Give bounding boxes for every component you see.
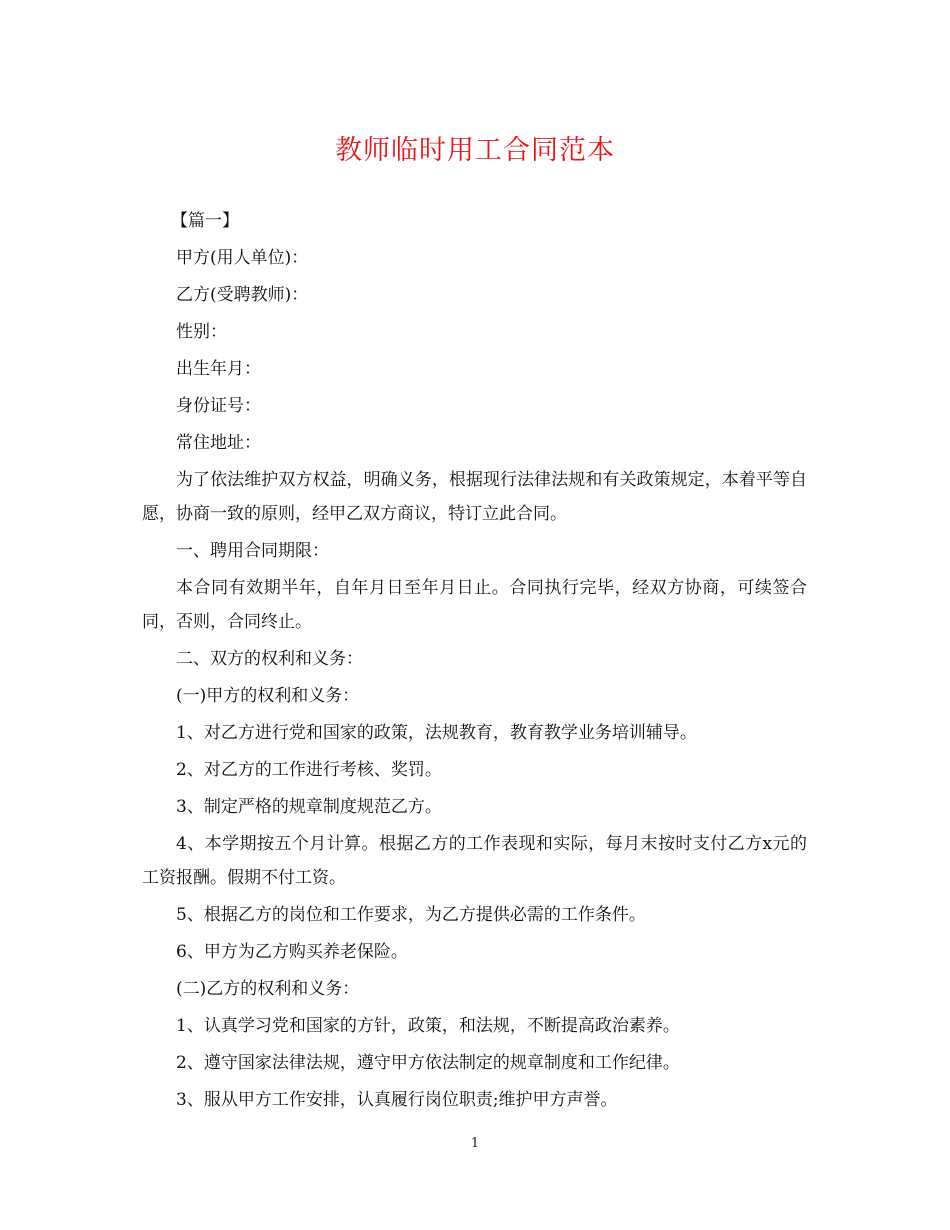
list-item: 5、根据乙方的岗位和工作要求，为乙方提供必需的工作条件。 [176,905,646,925]
section-heading-term: 一、聘用合同期限： [176,541,329,561]
term-paragraph: 本合同有效期半年，自年月日至年月日止。合同执行完毕，经双方协商，可续签合同，否则，合同终止。 [142,578,807,632]
list-item: 4、本学期按五个月计算。根据乙方的工作表现和实际，每月末按时支付乙方x元的工资报酬。假期不付工资。 [142,834,807,888]
document-body [142,204,807,1120]
list-item: 2、遵守国家法律法规，遵守甲方依法制定的规章制度和工作纪律。 [176,1053,680,1073]
list-item: 6、甲方为乙方购买养老保险。 [176,942,408,962]
field-gender: 性别： [176,322,227,342]
section-heading-rights: 二、双方的权利和义务： [176,649,363,669]
list-item: 3、服从甲方工作安排，认真履行岗位职责;维护甲方声誉。 [176,1090,618,1110]
preamble-paragraph: 为了依法维护双方权益，明确义务，根据现行法律法规和有关政策规定，本着平等自愿，协商一致的原则，经甲乙双方商议，特订立此合同。 [142,470,807,524]
field-party-b: 乙方(受聘教师)： [176,285,309,305]
section-tag: 【篇一】 [171,211,239,231]
field-address: 常住地址： [176,433,261,453]
subsection-heading-party-a: (一)甲方的权利和义务： [176,686,360,706]
page-number: 1 [470,1136,480,1151]
field-birth-date: 出生年月： [176,359,261,379]
list-item: 2、对乙方的工作进行考核、奖罚。 [176,760,442,780]
list-item: 1、认真学习党和国家的方针，政策，和法规，不断提高政治素养。 [176,1016,680,1036]
field-party-a: 甲方(用人单位)： [176,248,309,268]
list-item: 3、制定严格的规章制度规范乙方。 [176,797,442,817]
list-item: 1、对乙方进行党和国家的政策，法规教育，教育教学业务培训辅导。 [176,723,697,743]
document-title: 教师临时用工合同范本 [335,135,615,166]
subsection-heading-party-b: (二)乙方的权利和义务： [176,979,360,999]
field-id-number: 身份证号： [176,396,261,416]
